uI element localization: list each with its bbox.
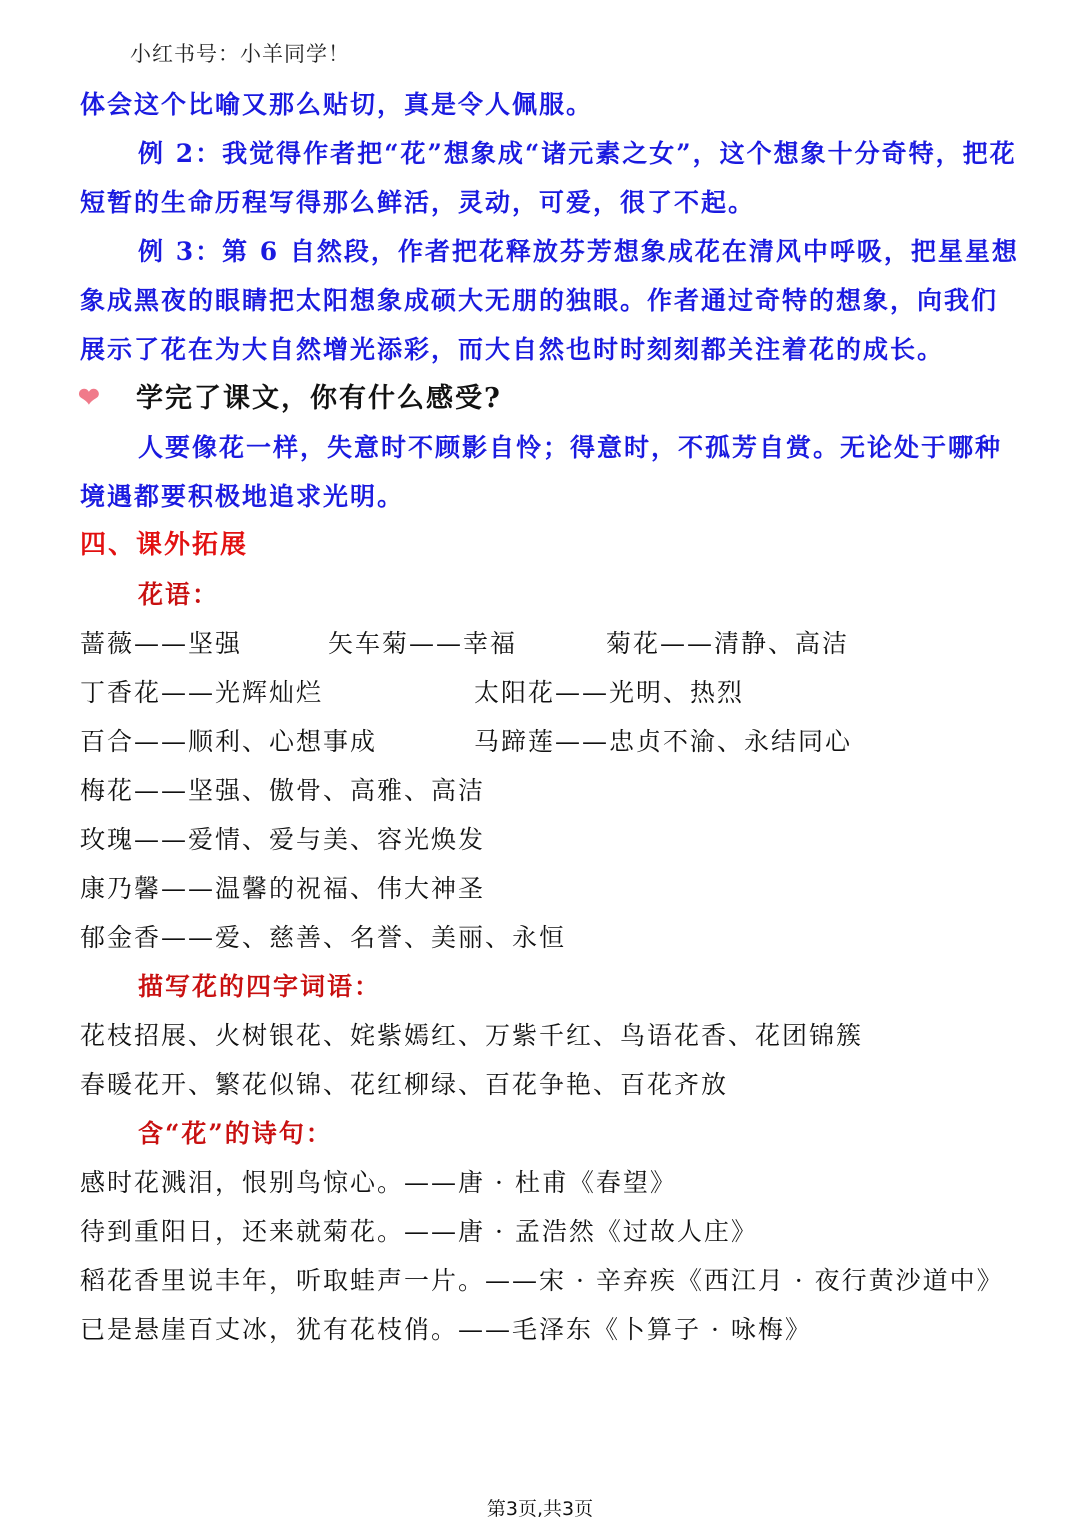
flower-language-row-3 [80, 717, 1020, 766]
paragraph-continuation: 体会这个比喻又那么贴切，真是令人佩服。 [80, 90, 594, 119]
list-item: 马蹄莲——忠贞不渝、永结同心 [474, 727, 853, 756]
answer-text: 人要像花一样，失意时不顾影自怜；得意时，不孤芳自赏。无论处于哪种境遇都要积极地追求光明。 [80, 433, 1003, 511]
section-title: 四、课外拓展 [80, 530, 249, 560]
document-body [80, 80, 1020, 1354]
list-item: 康乃馨——温馨的祝福、伟大神圣 [80, 874, 486, 903]
list-item: 菊花——清静、高洁 [606, 629, 850, 658]
list-item: 待到重阳日，还来就菊花。——唐 · 孟浩然《过故人庄》 [80, 1217, 758, 1246]
page-number: 第3页,共3页 [486, 1498, 594, 1520]
example-3: 例 3：第 6 自然段，作者把花释放芬芳想象成花在清风中呼吸，把星星想象成黑夜的眼睛把太阳想象成硕大无朋的独眼。作者通过奇特的想象，向我们展示了花在为大自然增光添彩，而大自然也时时刻刻都关注着花的成长。 [80, 237, 1019, 364]
list-item: 玫瑰——爱情、爱与美、容光焕发 [80, 825, 486, 854]
list-item: 百合——顺利、心想事成 [80, 727, 378, 756]
list-item: 郁金香——爱、慈善、名誉、美丽、永恒 [80, 923, 567, 952]
list-item: 感时花溅泪，恨别鸟惊心。——唐 · 杜甫《春望》 [80, 1168, 677, 1197]
flower-language-heading: 花语： [138, 580, 220, 609]
question-line [80, 374, 1020, 423]
list-item: 稻花香里说丰年，听取蛙声一片。——宋 · 辛弃疾《西江月 · 夜行黄沙道中》 [80, 1266, 1004, 1295]
flower-language-row-1 [80, 619, 1020, 668]
heart-icon: ❤ [78, 383, 102, 413]
list-item: 丁香花——光辉灿烂 [80, 678, 324, 707]
example-2: 例 2：我觉得作者把“花”想象成“诸元素之女”，这个想象十分奇特，把花短暂的生命历程写得那么鲜活，灵动，可爱，很了不起。 [80, 139, 1017, 217]
question-text: 学完了课文，你有什么感受? [136, 383, 502, 414]
list-item: 已是悬崖百丈冰，犹有花枝俏。——毛泽东《卜算子 · 咏梅》 [80, 1315, 812, 1344]
list-item: 矢车菊——幸福 [328, 629, 518, 658]
list-item: 春暖花开、繁花似锦、花红柳绿、百花争艳、百花齐放 [80, 1070, 729, 1099]
poems-heading: 含“花”的诗句： [138, 1119, 333, 1148]
list-item: 梅花——坚强、傲骨、高雅、高洁 [80, 776, 486, 805]
list-item: 花枝招展、火树银花、姹紫嫣红、万紫千红、鸟语花香、花团锦簇 [80, 1021, 864, 1050]
list-item: 蔷薇——坚强 [80, 629, 243, 658]
flower-language-row-2 [80, 668, 1020, 717]
idioms-heading: 描写花的四字词语： [138, 972, 382, 1001]
watermark: 小红书号：小羊同学！ [130, 42, 350, 66]
list-item: 太阳花——光明、热烈 [474, 678, 745, 707]
